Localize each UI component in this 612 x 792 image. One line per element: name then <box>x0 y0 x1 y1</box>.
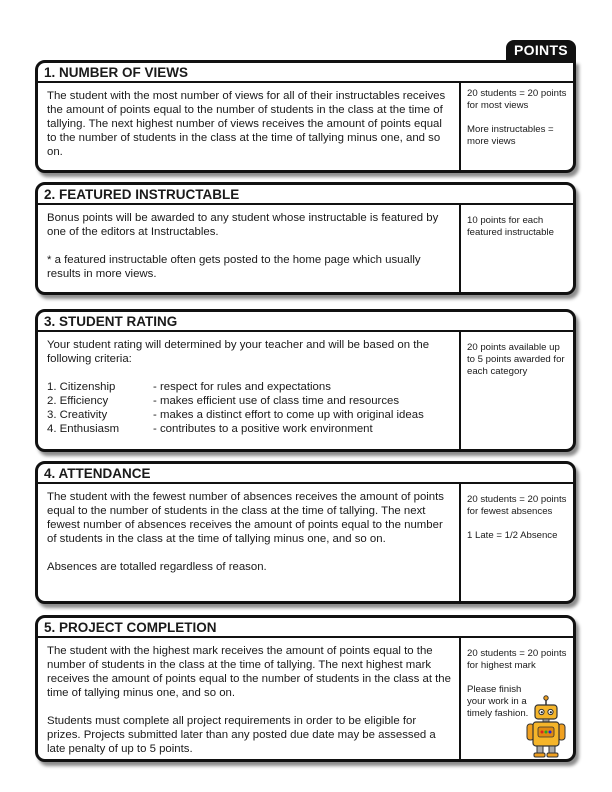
points-note: 10 points for each featured instructable <box>467 215 554 238</box>
paragraph: * a featured instructable often gets posted to the home page which usually results in more views. <box>47 254 421 280</box>
section-description <box>38 332 459 449</box>
criteria-desc: - contributes to a positive work environment <box>153 423 373 435</box>
paragraph: The student with the fewest number of absences receives the amount of points equal to the number of students in the class at the time of tallying. The next fewest number of absences receives the amount of points equal to the number of students in the class at the time of tallying minus one, and so on. <box>47 491 444 545</box>
section-description <box>38 83 459 170</box>
criteria-name: 1. Citizenship <box>47 381 116 393</box>
section-project-completion <box>35 615 576 762</box>
points-note: 1 Late = 1/2 Absence <box>467 530 558 541</box>
section-description <box>38 205 459 292</box>
points-note: More instructables = more views <box>467 124 554 147</box>
section-title: 2. FEATURED INSTRUCTABLE <box>38 185 573 205</box>
points-note: Please finish your work in a timely fashion. <box>467 684 529 719</box>
section-title: 1. NUMBER OF VIEWS <box>38 63 573 83</box>
section-featured-instructable <box>35 182 576 295</box>
points-column <box>459 205 573 292</box>
paragraph: Your student rating will determined by your teacher and will be based on the following criteria: <box>47 339 430 365</box>
points-column <box>459 332 573 449</box>
criteria-desc: - makes efficient use of class time and resources <box>153 395 400 407</box>
points-header: POINTS <box>506 40 576 60</box>
criteria-list <box>47 380 451 436</box>
section-description <box>38 484 459 601</box>
robot-mascot-icon <box>524 695 568 759</box>
paragraph: Students must complete all project requirements in order to be eligible for prizes. Projects submitted later than any posted due date may be assessed a late penalty of up to 5 points. <box>47 715 436 755</box>
criteria-name: 3. Creativity <box>47 409 108 421</box>
points-column <box>459 83 573 170</box>
points-note: 20 students = 20 points for most views <box>467 88 567 111</box>
section-number-of-views <box>35 60 576 173</box>
section-student-rating <box>35 309 576 452</box>
points-column <box>459 484 573 601</box>
criteria-name: 4. Enthusiasm <box>47 423 120 435</box>
points-note: 20 students = 20 points for highest mark <box>467 648 567 671</box>
points-note: 20 students = 20 points for fewest absences <box>467 494 567 517</box>
section-title: 3. STUDENT RATING <box>38 312 573 332</box>
paragraph: The student with the most number of views for all of their instructables receives the amount of points equal to the number of students in the class at the time of tallying. The next highest number of views receives the amount of points equal to the number of students in the class at the time of tallying minus one, and so on. <box>47 90 446 158</box>
section-title: 4. ATTENDANCE <box>38 464 573 484</box>
criteria-item <box>47 380 451 394</box>
paragraph: Bonus points will be awarded to any student whose instructable is featured by one of the editors at Instructables. <box>47 212 439 238</box>
points-note: 20 points available up to 5 points awarded for each category <box>467 342 565 377</box>
criteria-item <box>47 394 451 408</box>
criteria-name: 2. Efficiency <box>47 395 109 407</box>
section-description <box>38 638 459 759</box>
criteria-desc: - respect for rules and expectations <box>153 381 331 393</box>
criteria-item <box>47 422 451 436</box>
section-attendance <box>35 461 576 604</box>
criteria-desc: - makes a distinct effort to come up with original ideas <box>153 409 424 421</box>
paragraph: Absences are totalled regardless of reason. <box>47 561 267 573</box>
paragraph: The student with the highest mark receives the amount of points equal to the number of students in the class at the time of tallying. The next highest mark receives the amount of points equal to the number of students in the class at the time of tallying minus one, and so on. <box>47 645 451 699</box>
section-title: 5. PROJECT COMPLETION <box>38 618 573 638</box>
criteria-item <box>47 408 451 422</box>
